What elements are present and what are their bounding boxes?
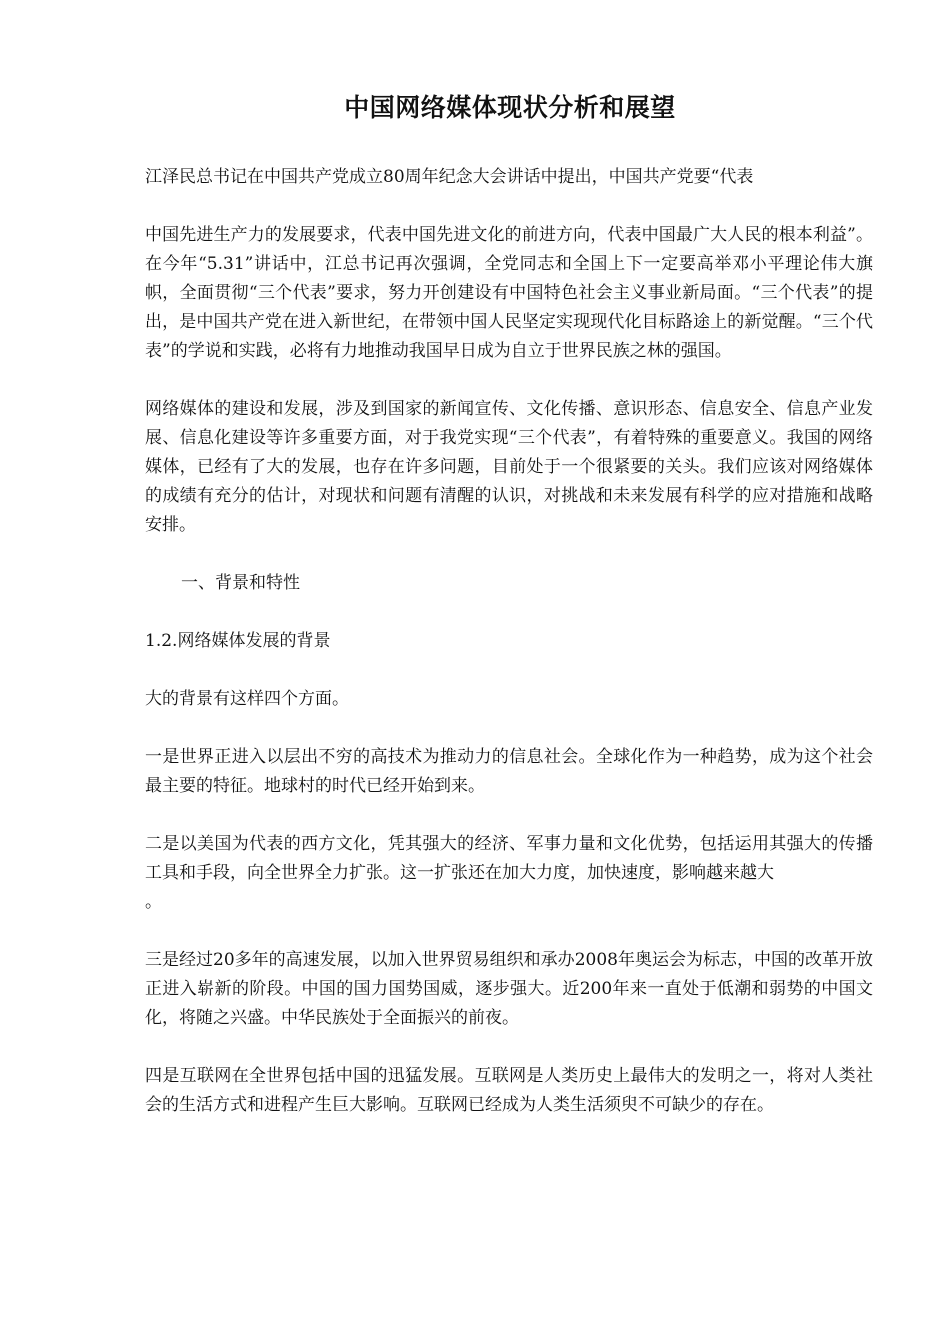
paragraph-point-three: 三是经过20多年的高速发展，以加入世界贸易组织和承办2008年奥运会为标志，中国的改革开放正进入崭新的阶段。中国的国力国势国威，逐步强大。近200年来一直处于低潮和弱势的中国文化，将随之兴盛。中华民族处于全面振兴的前夜。 <box>145 950 873 1028</box>
document-body <box>145 163 873 1149</box>
section-heading-background: 一、背景和特性 <box>181 573 300 593</box>
paragraph-point-two: 二是以美国为代表的西方文化，凭其强大的经济、军事力量和文化优势，包括运用其强大的传播工具和手段，向全世界全力扩张。这一扩张还在加大力度，加快速度，影响越来越大 <box>145 834 873 883</box>
subsection-heading: 1.2.网络媒体发展的背景 <box>145 631 331 651</box>
paragraph-intro-line: 江泽民总书记在中国共产党成立80周年纪念大会讲话中提出，中国共产党要“代表 <box>145 167 754 187</box>
document-title: 中国网络媒体现状分析和展望 <box>344 93 676 122</box>
paragraph-network-media: 网络媒体的建设和发展，涉及到国家的新闻宣传、文化传播、意识形态、信息安全、信息产业发展、信息化建设等许多重要方面，对于我党实现“三个代表”，有着特殊的重要意义。我国的网络媒体，已经有了大的发展，也存在许多问题，目前处于一个很紧要的关头。我们应该对网络媒体的成绩有充分的估计，对现状和问题有清醒的认识，对挑战和未来发展有科学的应对措施和战略安排。 <box>145 399 873 535</box>
paragraph-three-represents: 中国先进生产力的发展要求，代表中国先进文化的前进方向，代表中国最广大人民的根本利益”。在今年“5.31”讲话中，江总书记再次强调，全党同志和全国上下一定要高举邓小平理论伟大旗帜，全面贯彻“三个代表”要求，努力开创建设有中国特色社会主义事业新局面。“三个代表”的提出，是中国共产党在进入新世纪，在带领中国人民坚定实现现代化目标路途上的新觉醒。“三个代表”的学说和实践，必将有力地推动我国早日成为自立于世界民族之林的强国。 <box>145 225 873 361</box>
paragraph-point-two-end: 。 <box>145 892 162 912</box>
paragraph-point-one: 一是世界正进入以层出不穷的高技术为推动力的信息社会。全球化作为一种趋势，成为这个社会最主要的特征。地球村的时代已经开始到来。 <box>145 747 873 796</box>
paragraph-four-aspects: 大的背景有这样四个方面。 <box>145 689 349 709</box>
paragraph-point-four: 四是互联网在全世界包括中国的迅猛发展。互联网是人类历史上最伟大的发明之一，将对人类社会的生活方式和进程产生巨大影响。互联网已经成为人类生活须臾不可缺少的存在。 <box>145 1066 873 1115</box>
